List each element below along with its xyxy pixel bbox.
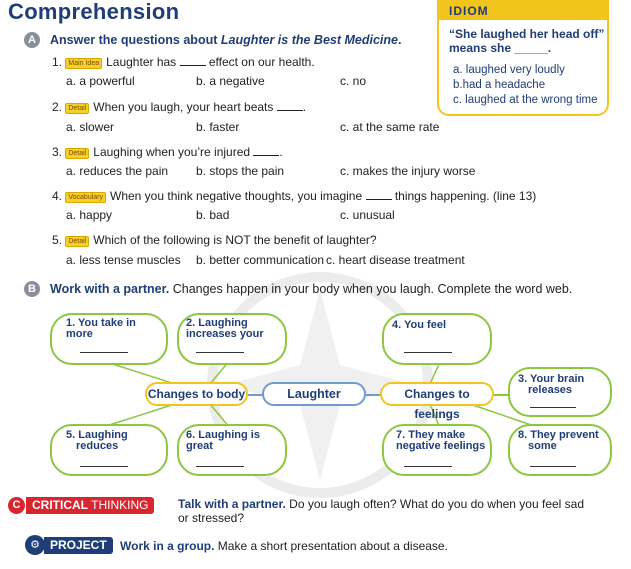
web-node-6-label: 6. Laughing is great (186, 429, 260, 452)
critical-thinking-label: CRITICAL THINKING (26, 497, 154, 514)
vocabulary-tag: Vocabulary (65, 192, 106, 203)
web-node-1-blank[interactable] (80, 352, 128, 353)
idiom-question: “She laughed her head off” means she _____. (449, 27, 605, 55)
web-node-2-label: 2. Laughing increases your (186, 317, 264, 340)
project-text: Work in a group. Make a short presentation about a disease. (120, 539, 448, 553)
idiom-option-b: b.had a headache (453, 79, 546, 91)
hub-changes-to-feelings: Changes to feelings (380, 382, 494, 406)
detail-tag: Detail (65, 236, 89, 247)
q4-option-a[interactable]: a. happy (66, 208, 113, 222)
web-node-3-label: 3. Your brain releases (518, 373, 585, 396)
project-label: PROJECT (44, 537, 113, 554)
web-node-6-blank[interactable] (196, 466, 244, 467)
section-a-badge: A (24, 32, 40, 48)
section-c-text: Talk with a partner. Do you laugh often? What do you do when you feel sad or stressed? (178, 497, 585, 525)
page-title: Comprehension (8, 0, 180, 24)
main-idea-tag: Main Idea (65, 58, 102, 69)
idiom-option-c: c. laughed at the wrong time (453, 94, 598, 106)
q5-option-b[interactable]: b. better communication (196, 253, 325, 267)
section-a-instruction: Answer the questions about Laughter is the Best Medicine. (50, 33, 402, 47)
web-node-5-blank[interactable] (80, 466, 128, 467)
web-node-5-label: 5. Laughing reduces (66, 429, 128, 452)
hub-changes-to-body: Changes to body (145, 382, 248, 406)
idiom-header: IDIOM (439, 2, 607, 20)
q2-option-a[interactable]: a. slower (66, 120, 115, 134)
detail-tag: Detail (65, 148, 89, 159)
question-4: 4. Vocabulary When you think negative thoughts, you imagine things happening. (line 13) (52, 189, 537, 203)
web-node-7-label: 7. They make negative feelings (396, 429, 486, 452)
hub-laughter: Laughter (262, 382, 366, 406)
web-node-2-blank[interactable] (196, 352, 244, 353)
question-3: 3. Detail Laughing when you’re injured . (52, 145, 283, 159)
q3-option-b[interactable]: b. stops the pain (196, 164, 285, 178)
section-b-badge: B (24, 281, 40, 297)
web-node-8-blank[interactable] (530, 466, 576, 467)
project-icon: ⚙ (25, 535, 45, 555)
web-node-4-label: 4. You feel (392, 319, 447, 331)
q4-option-c[interactable]: c. unusual (340, 208, 395, 222)
question-2: 2. Detail When you laugh, your heart beats . (52, 100, 307, 114)
web-node-1-label: 1. You take in more (66, 317, 136, 340)
q2-option-b[interactable]: b. faster (196, 120, 240, 134)
section-b-instruction: Work with a partner. Changes happen in your body when you laugh. Complete the word web. (50, 282, 573, 296)
detail-tag: Detail (65, 103, 89, 114)
web-node-4-blank[interactable] (404, 352, 452, 353)
q1-option-a[interactable]: a. a powerful (66, 74, 135, 88)
question-5: 5. Detail Which of the following is NOT the benefit of laughter? (52, 233, 377, 247)
section-c-badge: C (8, 497, 25, 514)
web-node-7-blank[interactable] (404, 466, 452, 467)
web-node-8-label: 8. They prevent some (518, 429, 599, 452)
q1-option-b[interactable]: b. a negative (196, 74, 265, 88)
q5-option-c[interactable]: c. heart disease treatment (326, 253, 465, 267)
q4-option-b[interactable]: b. bad (196, 208, 230, 222)
q2-option-c[interactable]: c. at the same rate (340, 120, 440, 134)
web-node-3-blank[interactable] (530, 407, 576, 408)
q3-option-c[interactable]: c. makes the injury worse (340, 164, 476, 178)
q1-option-c[interactable]: c. no (340, 74, 367, 88)
q3-option-a[interactable]: a. reduces the pain (66, 164, 169, 178)
idiom-option-a: a. laughed very loudly (453, 64, 565, 76)
q5-option-a[interactable]: a. less tense muscles (66, 253, 181, 267)
question-1: 1. Main Idea Laughter has effect on our health. (52, 55, 315, 69)
